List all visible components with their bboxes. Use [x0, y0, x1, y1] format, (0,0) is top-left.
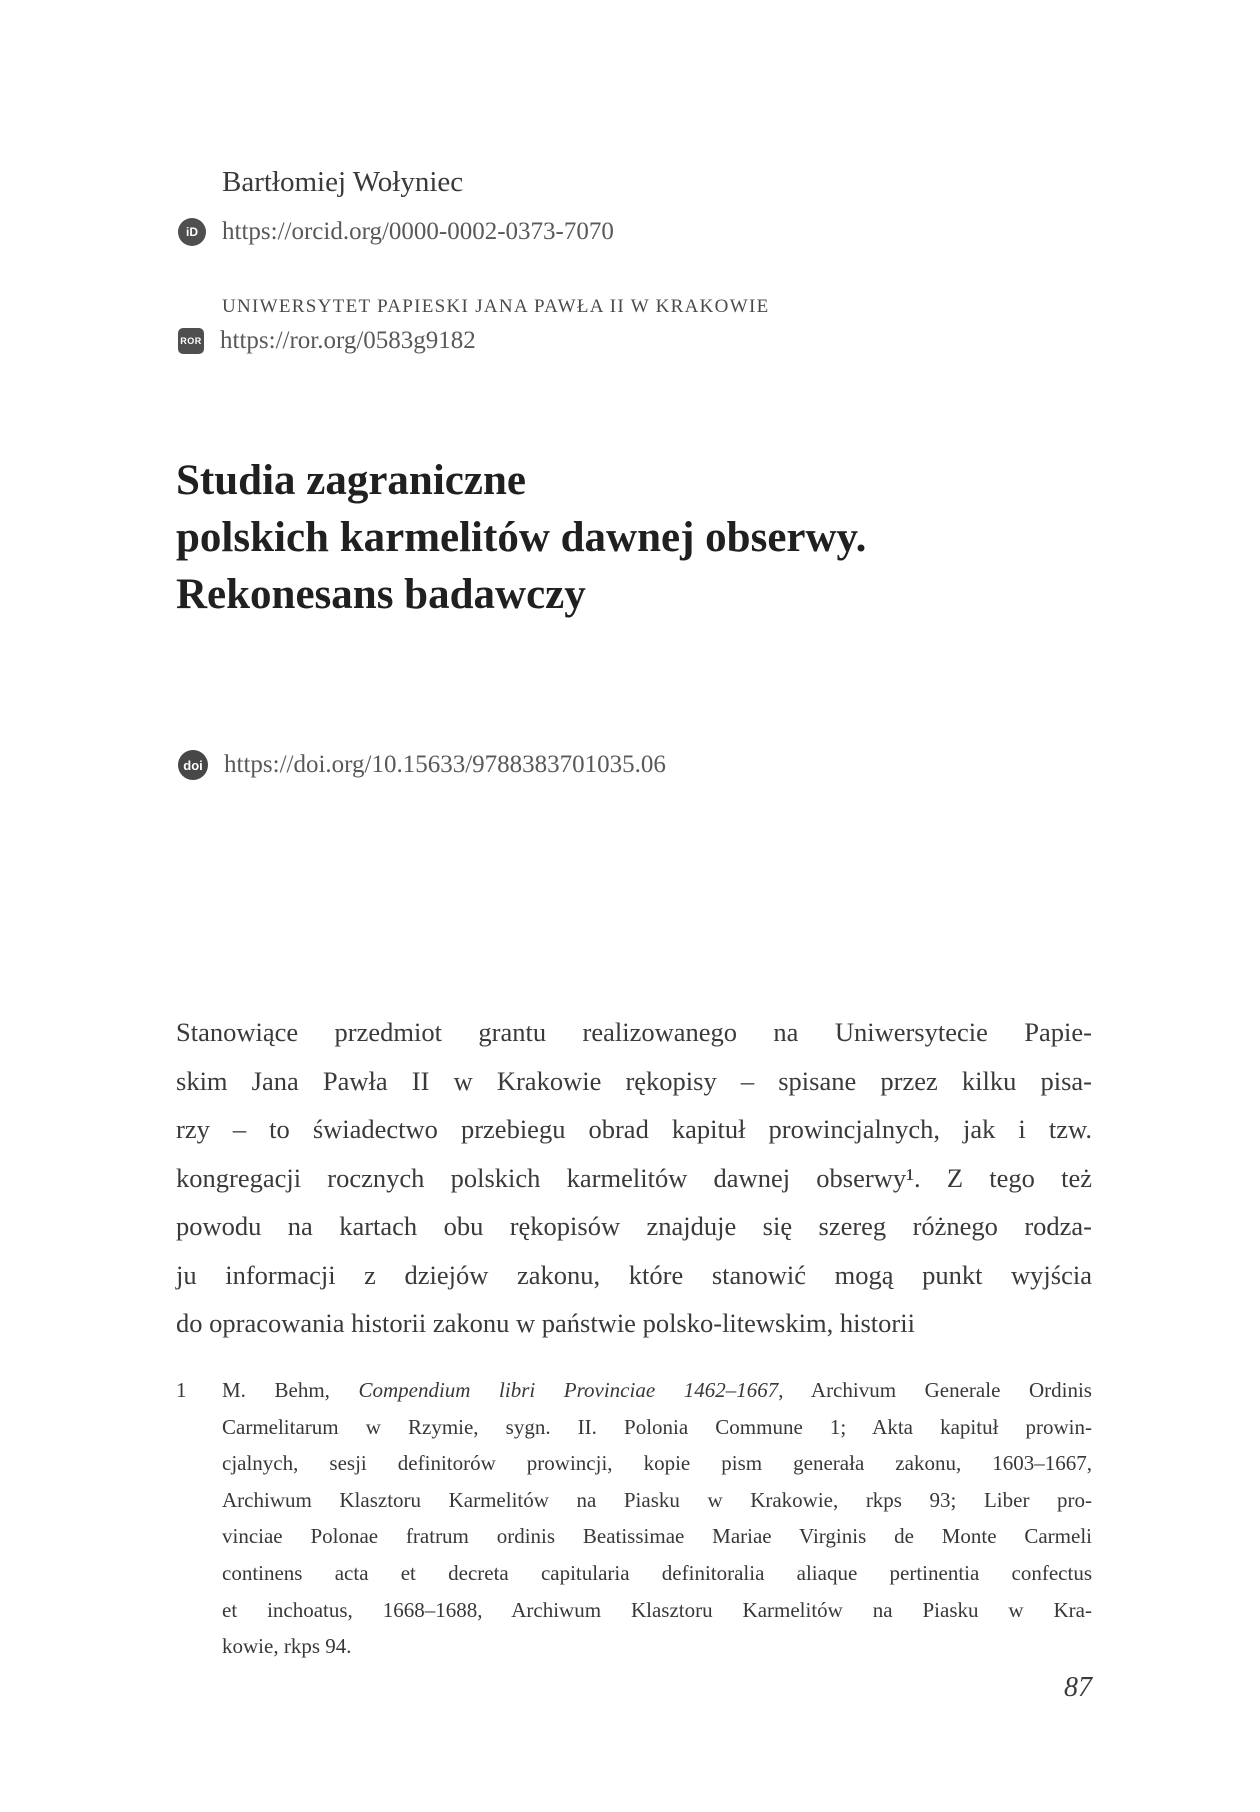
- page-number: 87: [1064, 1672, 1092, 1703]
- footnote-citation-suffix: , Archivum Generale Ordinis: [778, 1378, 1092, 1402]
- footnote-line: et inchoatus, 1668–1688, Archiwum Klasztoru Karmelitów na Piasku w Kra-: [222, 1597, 1092, 1622]
- footnote-line: kowie, rkps 94.: [222, 1634, 352, 1659]
- chapter-title-line-1: Studia zagraniczne: [176, 457, 526, 504]
- author-name: Bartłomiej Wołyniec: [222, 166, 464, 198]
- ror-icon: ROR: [178, 328, 204, 354]
- footnote-text: [222, 1372, 1092, 1665]
- author-affiliation: UNIWERSYTET PAPIESKI JANA PAWŁA II W KRAKOWIE: [222, 296, 770, 317]
- body-line: Stanowiące przedmiot grantu realizowanego na Uniwersytecie Papie-: [176, 1017, 1092, 1047]
- body-line: rzy – to świadectwo przebiegu obrad kapituł prowincjalnych, jak i tzw.: [176, 1114, 1092, 1144]
- footnote-line: continens acta et decreta capitularia definitoralia aliaque pertinentia confectus: [222, 1560, 1092, 1585]
- orcid-row: [178, 218, 614, 246]
- ror-link[interactable]: https://ror.org/0583g9182: [220, 327, 476, 354]
- doi-link[interactable]: https://doi.org/10.15633/9788383701035.06: [224, 751, 666, 778]
- orcid-icon: iD: [178, 218, 206, 246]
- body-line: powodu na kartach obu rękopisów znajduje się szereg różnego rodza-: [176, 1211, 1092, 1241]
- chapter-title-line-3: Rekonesans badawczy: [176, 571, 586, 618]
- footnote-line: [222, 1372, 1092, 1409]
- footnote-line: cjalnych, sesji definitorów prowincji, kopie pism generała zakonu, 1603–1667,: [222, 1451, 1092, 1476]
- footnote: [176, 1372, 1092, 1665]
- doi-icon: doi: [178, 750, 208, 780]
- body-line: ju informacji z dziejów zakonu, które stanowić mogą punkt wyjścia: [176, 1259, 1092, 1290]
- body-paragraph: [176, 1008, 1092, 1348]
- orcid-link[interactable]: https://orcid.org/0000-0002-0373-7070: [222, 218, 614, 245]
- body-line: kongregacji rocznych polskich karmelitów dawnej obserwy¹. Z tego też: [176, 1162, 1092, 1193]
- footnote-number: 1: [176, 1378, 187, 1402]
- chapter-title-line-2: polskich karmelitów dawnej obserwy.: [176, 514, 867, 561]
- chapter-title: [176, 452, 866, 623]
- footnote-work-title: Compendium libri Provinciae 1462–1667: [358, 1378, 779, 1402]
- ror-row: [178, 327, 476, 355]
- footnote-line: Carmelitarum w Rzymie, sygn. II. Polonia Commune 1; Akta kapituł prowin-: [222, 1414, 1092, 1439]
- doi-row: [178, 750, 666, 780]
- footnote-line: Archiwum Klasztoru Karmelitów na Piasku w Krakowie, rkps 93; Liber pro-: [222, 1487, 1092, 1512]
- footnote-line: vinciae Polonae fratrum ordinis Beatissimae Mariae Virginis de Monte Carmeli: [222, 1524, 1092, 1549]
- footnote-citation-prefix: M. Behm,: [222, 1378, 359, 1402]
- body-line: do opracowania historii zakonu w państwie polsko-litewskim, historii: [176, 1308, 915, 1338]
- body-line: skim Jana Pawła II w Krakowie rękopisy – spisane przez kilku pisa-: [176, 1065, 1092, 1096]
